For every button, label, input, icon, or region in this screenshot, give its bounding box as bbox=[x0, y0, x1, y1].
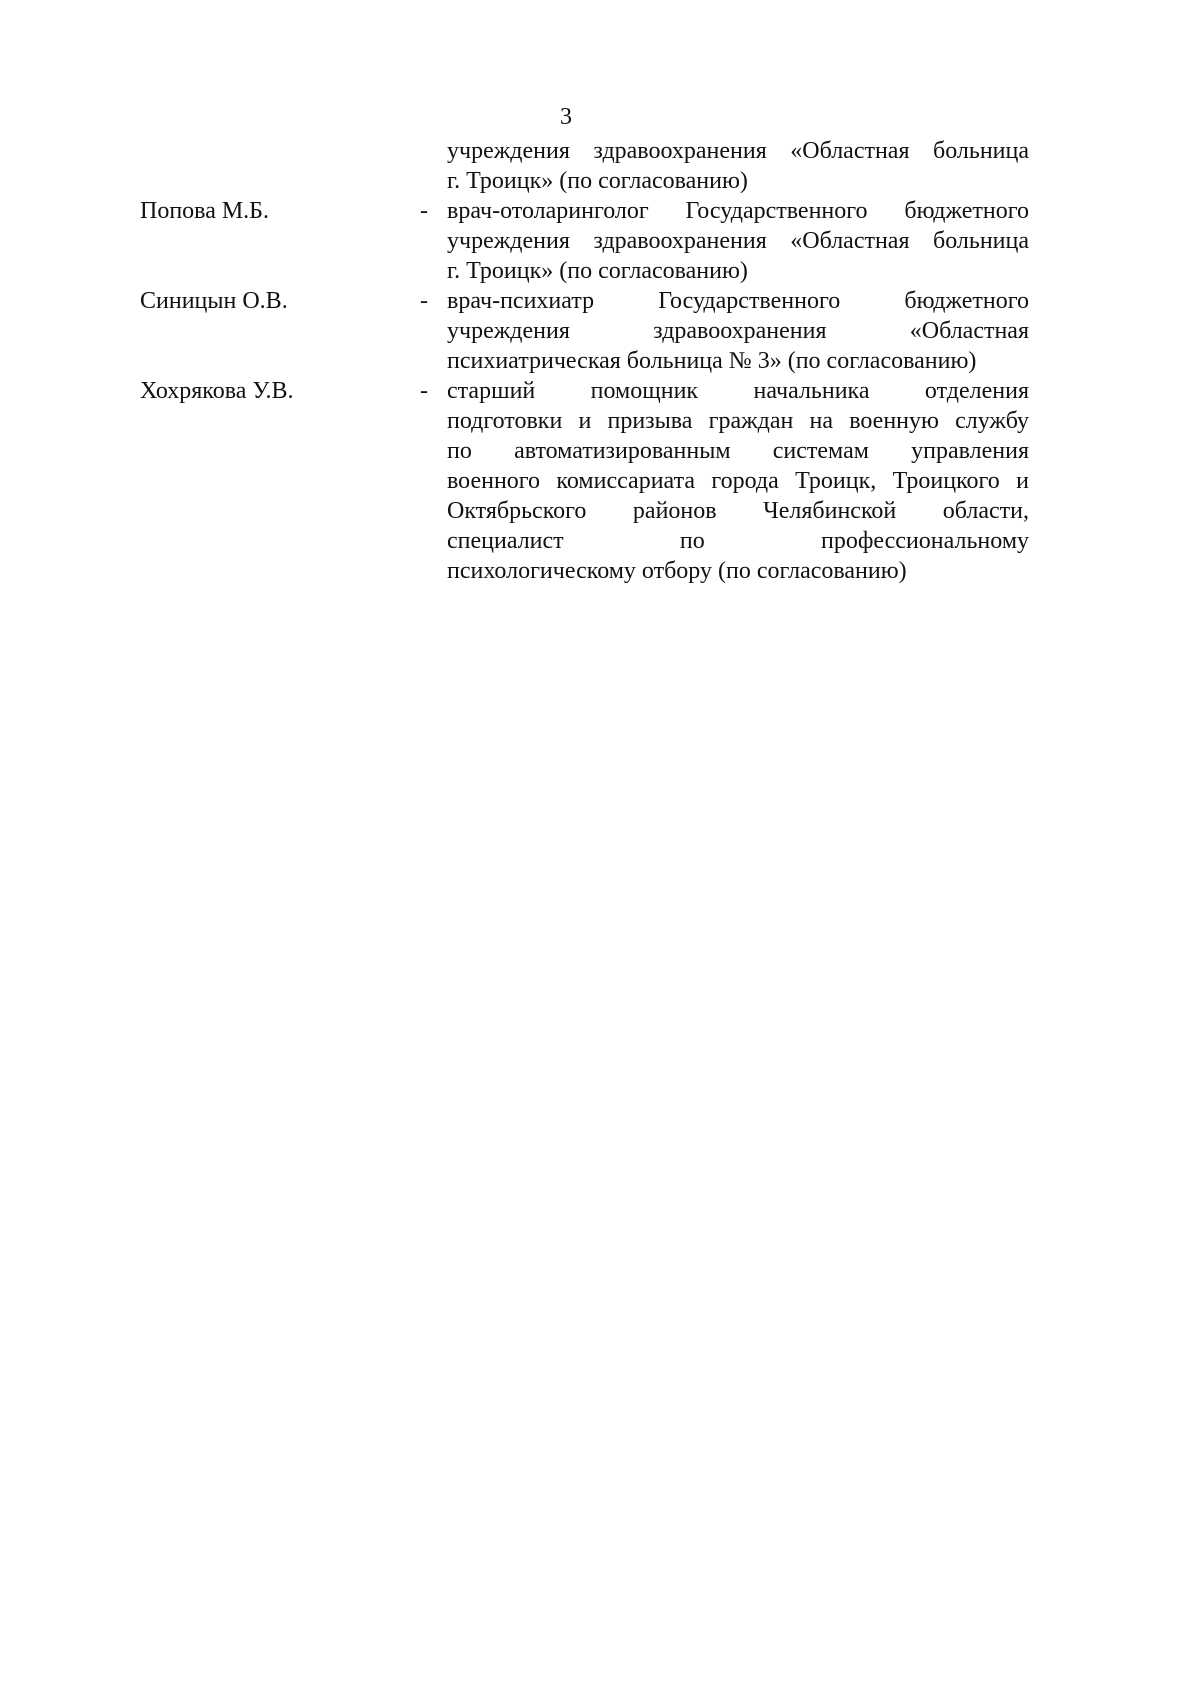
description-line: специалист по профессиональному bbox=[447, 528, 1029, 554]
member-name: Хохрякова У.В. bbox=[140, 378, 294, 404]
description-line: учреждения здравоохранения «Областная больница bbox=[447, 228, 1029, 254]
member-name: Попова М.Б. bbox=[140, 198, 269, 224]
dash-separator: - bbox=[420, 198, 428, 224]
member-position bbox=[447, 196, 1029, 286]
entry-description bbox=[447, 136, 1029, 196]
description-line: г. Троицк» (по согласованию) bbox=[447, 258, 748, 284]
description-line: учреждения здравоохранения «Областная больница bbox=[447, 138, 1029, 164]
description-line: подготовки и призыва граждан на военную службу bbox=[447, 408, 1029, 434]
description-line: врач-психиатр Государственного бюджетного bbox=[447, 288, 1029, 314]
dash-separator: - bbox=[420, 378, 428, 404]
member-position bbox=[447, 376, 1029, 586]
description-line: учреждения здравоохранения «Областная bbox=[447, 318, 1029, 344]
member-position bbox=[447, 286, 1029, 376]
description-line: военного комиссариата города Троицк, Троицкого и bbox=[447, 468, 1029, 494]
commission-list bbox=[0, 136, 1200, 586]
description-line: психологическому отбору (по согласованию) bbox=[447, 558, 907, 584]
member-name: Синицын О.В. bbox=[140, 288, 288, 314]
description-line: старший помощник начальника отделения bbox=[447, 378, 1029, 404]
dash-separator: - bbox=[420, 288, 428, 314]
description-line: по автоматизированным системам управления bbox=[447, 438, 1029, 464]
description-line: Октябрьского районов Челябинской области, bbox=[447, 498, 1029, 524]
page-number: 3 bbox=[560, 104, 572, 130]
member-entry bbox=[0, 286, 1200, 376]
member-entry bbox=[0, 196, 1200, 286]
description-line: врач-отоларинголог Государственного бюджетного bbox=[447, 198, 1029, 224]
continuation-entry bbox=[0, 136, 1200, 196]
member-entry bbox=[0, 376, 1200, 586]
description-line: психиатрическая больница № 3» (по согласованию) bbox=[447, 348, 977, 374]
description-line: г. Троицк» (по согласованию) bbox=[447, 168, 748, 194]
